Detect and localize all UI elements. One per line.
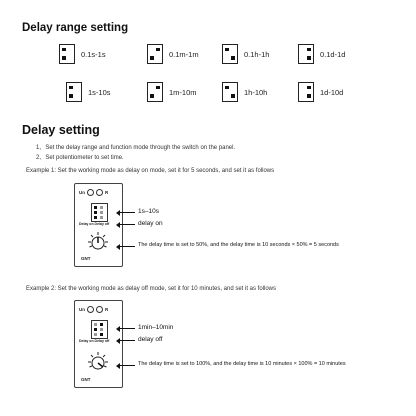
arrow-icon: [119, 246, 135, 247]
example2-text: Example 2: Set the working mode as delay off mode, set it for 10 minutes, and set it as follows: [26, 286, 277, 292]
dip-switch-icon: [59, 44, 75, 64]
range-section-title: Delay range setting: [22, 22, 129, 34]
dip-switch-icon: [222, 44, 238, 64]
arrow-icon: [119, 212, 135, 213]
range-option-6: [222, 82, 267, 102]
potentiometer-dial-icon: [87, 351, 109, 373]
steps-list: [36, 143, 235, 163]
power-led-icon: [87, 189, 94, 196]
brand-label: GNT: [81, 377, 91, 382]
power-led-icon: [87, 306, 94, 313]
dip-switch-block: [91, 320, 108, 339]
range-option-label: 0.1d-1d: [320, 49, 346, 59]
relay-label: R: [105, 307, 109, 312]
dip-switch-icon: [222, 82, 238, 102]
potentiometer-dial-icon: [87, 231, 109, 253]
dip-switch-block: [91, 203, 108, 222]
example2-time-note: The delay time is set to 100%, and the delay time is 10 minutes × 100% = 10 minutes: [138, 361, 346, 367]
dip-switch-icon: [298, 82, 314, 102]
range-option-label: 1d-10d: [320, 87, 344, 97]
switch-mode-labels: Delay on Delay off: [79, 339, 110, 343]
range-option-4: [66, 82, 111, 102]
arrow-icon: [119, 340, 135, 341]
dip-switch-icon: [298, 44, 314, 64]
relay-led-icon: [96, 306, 103, 313]
range-option-5: [147, 82, 197, 102]
range-option-label: 0.1m-1m: [169, 49, 199, 59]
step-2: 2、Set potentiometer to set time.: [36, 155, 124, 161]
device-indicators: [79, 306, 108, 313]
example1-text: Example 1: Set the working mode as delay on mode, set it for 5 seconds, and set it as follows: [26, 168, 275, 174]
brand-label: GNT: [81, 256, 91, 261]
range-option-label: 1m-10m: [169, 87, 197, 97]
power-label: Un: [79, 190, 85, 195]
power-label: Un: [79, 307, 85, 312]
relay-label: R: [105, 190, 109, 195]
example1-mode-label: delay on: [138, 220, 163, 227]
range-option-2: [222, 44, 269, 64]
example2-mode-label: delay off: [138, 336, 163, 343]
arrow-icon: [119, 365, 135, 366]
range-option-label: 0.1s-1s: [81, 49, 106, 59]
range-option-0: [59, 44, 106, 64]
range-option-label: 1s-10s: [88, 87, 111, 97]
step-1: 1、Set the delay range and function mode through the switch on the panel.: [36, 145, 236, 151]
dip-switch-icon: [66, 82, 82, 102]
delay-section-title: Delay setting: [22, 123, 100, 137]
arrow-icon: [119, 328, 135, 329]
switch-mode-labels: Delay on Delay off: [79, 222, 110, 226]
timer-relay-diagram: [74, 300, 123, 388]
arrow-icon: [119, 224, 135, 225]
range-option-label: 1h-10h: [244, 87, 268, 97]
dip-switch-icon: [147, 44, 163, 64]
device-indicators: [79, 189, 108, 196]
relay-led-icon: [96, 189, 103, 196]
example1-time-note: The delay time is set to 50%, and the delay time is 10 seconds × 50% = 5 seconds: [138, 242, 339, 248]
range-option-label: 0.1h-1h: [244, 49, 270, 59]
example1-range-label: 1s–10s: [138, 208, 159, 215]
range-option-1: [147, 44, 199, 64]
range-option-3: [298, 44, 345, 64]
dip-switch-icon: [147, 82, 163, 102]
range-option-7: [298, 82, 343, 102]
example2-range-label: 1min–10min: [138, 324, 174, 331]
